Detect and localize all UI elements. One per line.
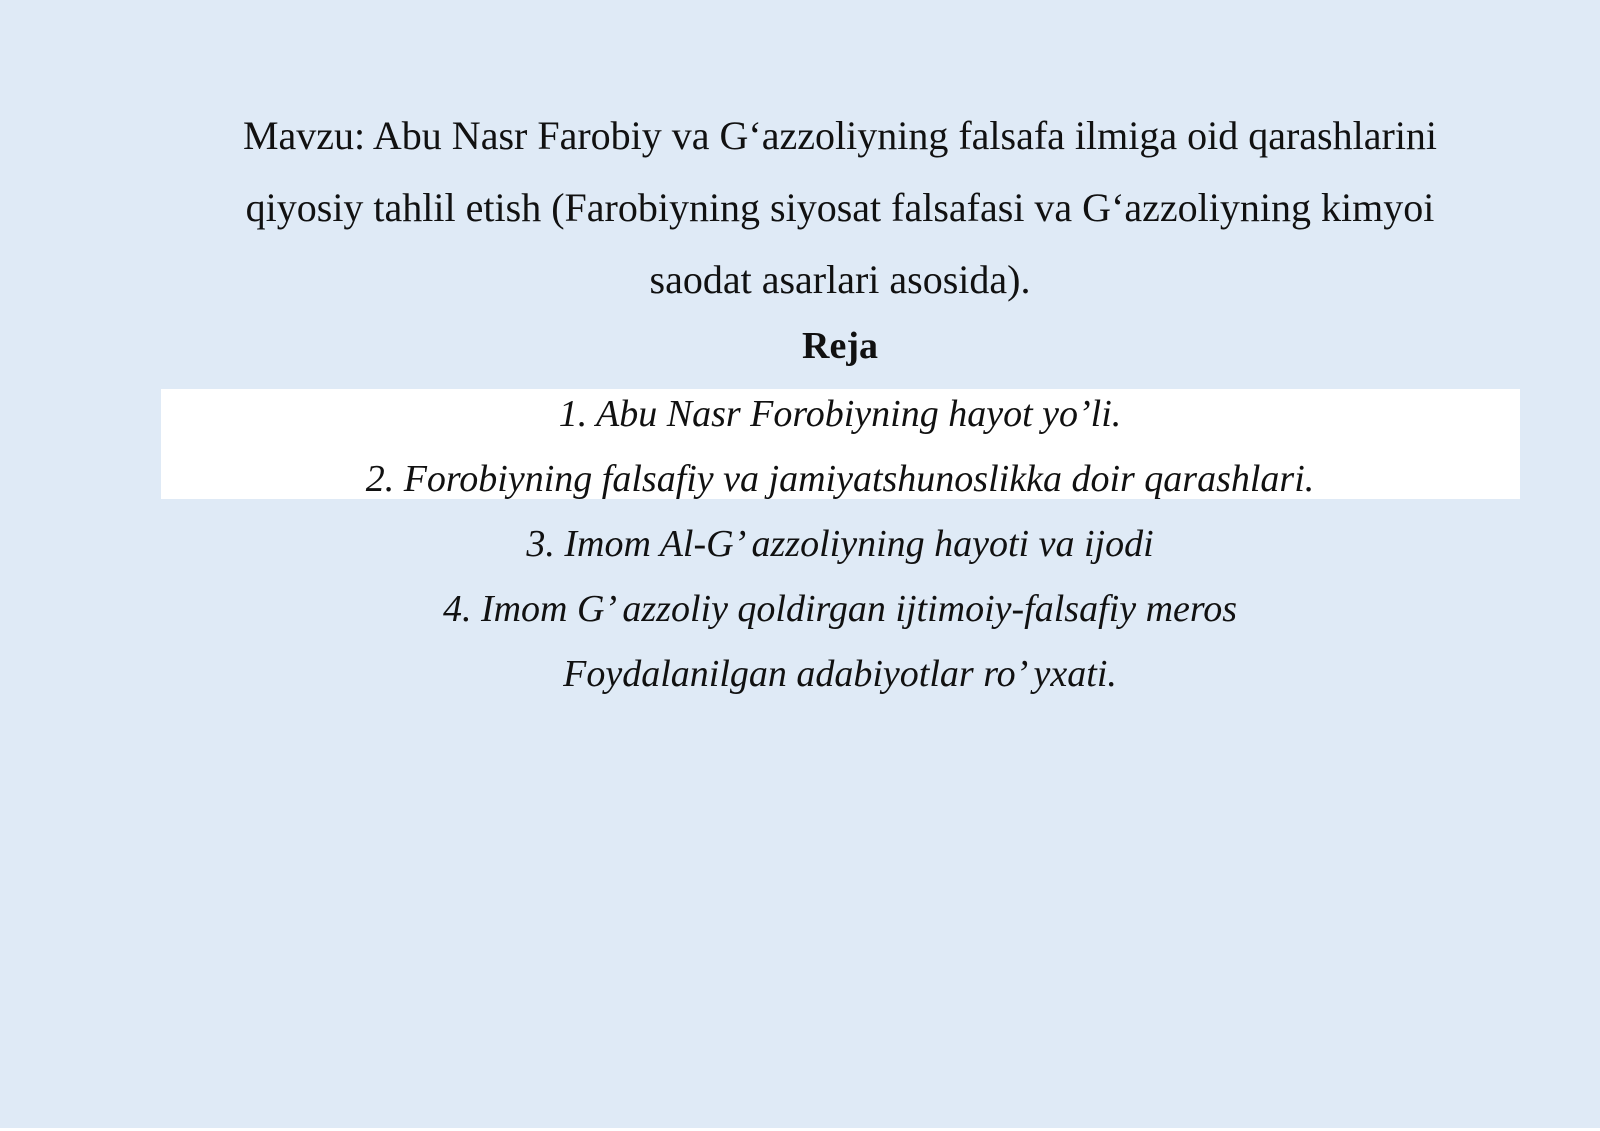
plan-heading: Reja	[802, 325, 878, 367]
plan-item-4: 4. Imom G’ azzoliy qoldirgan ijtimoiy-falsafiy meros	[442, 588, 1238, 630]
plan-item-1: 1. Abu Nasr Forobiyning hayot yo’li.	[558, 393, 1122, 435]
plan-item-3: 3. Imom Al-G’ azzoliyning hayoti va ijodi	[526, 523, 1154, 565]
plan-item-2: 2. Forobiyning falsafiy va jamiyatshunoslikka doir qarashlari.	[365, 458, 1315, 500]
topic-title	[200, 100, 1480, 316]
bibliography-item: Foydalanilgan adabiyotlar ro’ yxati.	[563, 653, 1117, 695]
plan-list	[200, 382, 1480, 707]
topic-title-line-3: saodat asarlari asosida).	[649, 257, 1031, 302]
topic-title-line-2: qiyosiy tahlil etish (Farobiyning siyosat falsafasi va G‘azzoliyning kimyoi	[245, 185, 1435, 230]
topic-title-line-1: Mavzu: Abu Nasr Farobiy va G‘azzoliyning falsafa ilmiga oid qarashlarini	[242, 113, 1438, 158]
